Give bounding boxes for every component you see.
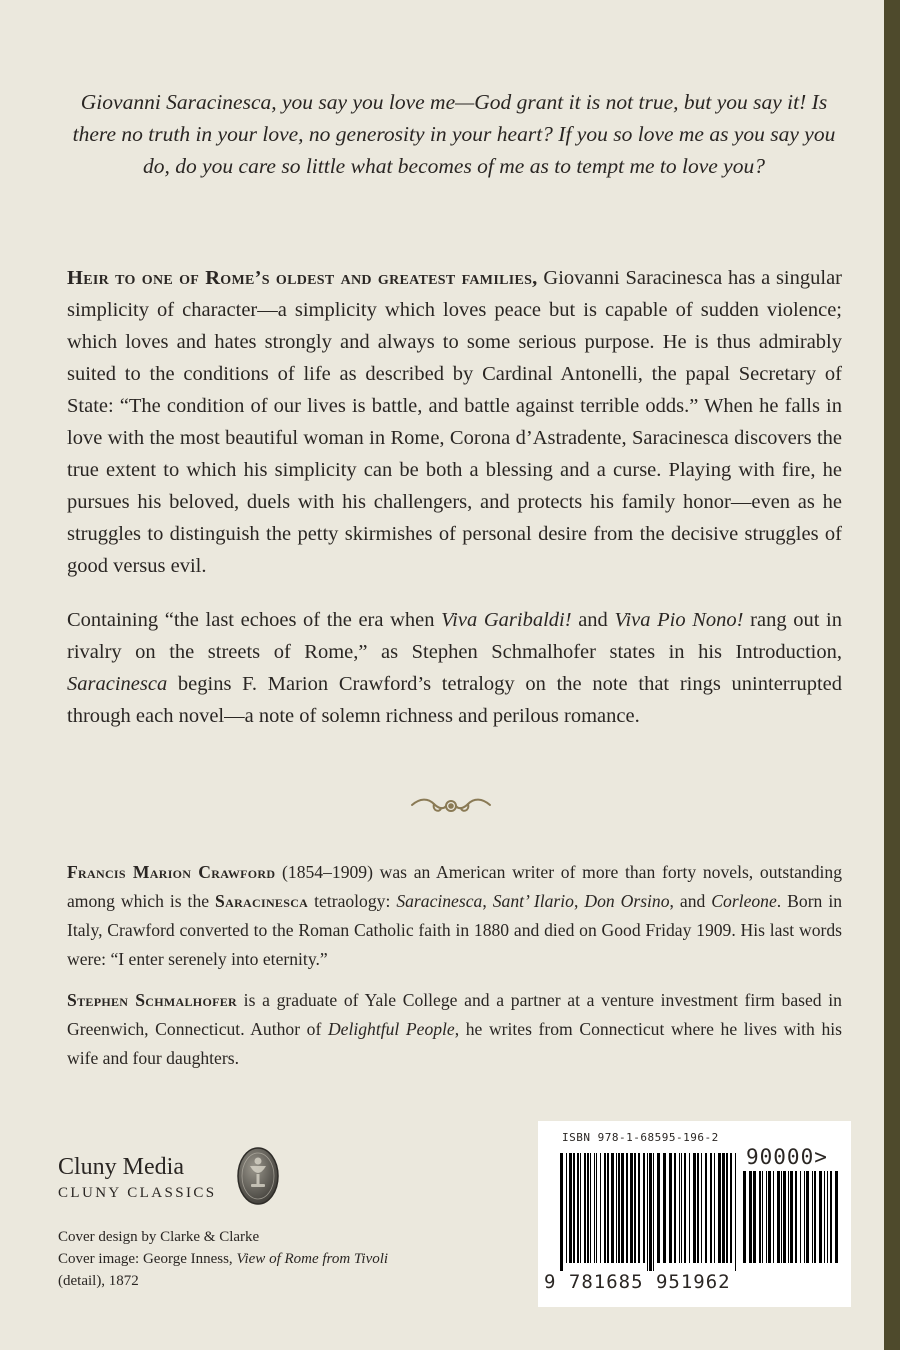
cover-credits (58, 1226, 438, 1292)
barcode-bar (759, 1171, 761, 1263)
ean-barcode-bars (560, 1153, 740, 1271)
barcode-bar (681, 1153, 682, 1263)
barcode-bar (674, 1153, 676, 1263)
italic-phrase: Viva Garibaldi! (441, 609, 572, 631)
barcode-bar (596, 1153, 597, 1263)
description-paragraph-1 (67, 262, 842, 582)
barcode-bar (616, 1153, 617, 1263)
barcode-bar (790, 1171, 793, 1263)
barcode-bar (693, 1153, 696, 1263)
author-name: Francis Marion Crawford (67, 862, 276, 882)
italic-phrase: Viva Pio Nono! (614, 609, 744, 631)
spine-edge-strip (884, 0, 900, 1350)
barcode-bar (795, 1171, 797, 1263)
barcode-bar (749, 1171, 752, 1263)
barcode-bar (697, 1153, 699, 1263)
description-paragraph-2 (67, 604, 842, 732)
bio-text: , and (669, 891, 712, 911)
barcode-bar (587, 1153, 589, 1263)
barcode-bar (766, 1171, 767, 1263)
barcode-bar (718, 1153, 721, 1263)
barcode-bar (819, 1171, 822, 1263)
book-title: Sant’ Ilario (492, 891, 574, 911)
cover-design-credit: Cover design by Clarke & Clarke (58, 1229, 260, 1245)
barcode-bar (560, 1153, 563, 1271)
barcode-bar (800, 1171, 801, 1263)
barcode-bar (657, 1153, 660, 1263)
pull-quote: Giovanni Saracinesca, you say you love me—God grant it is not true, but you say it! Is there no truth in your love, no generosity in your heart? If you so love me as you say you do, do you care so little what becomes of me as to tempt me to love you? (72, 90, 836, 178)
bio-text: , he writes from Connecticut where he lives with his wife and four daughters. (67, 1019, 842, 1068)
barcode-bar (783, 1171, 786, 1263)
flourish-ornament-icon (410, 794, 492, 818)
barcode-bar (669, 1153, 672, 1263)
credit-text: Cover image: George Inness, (58, 1251, 237, 1267)
barcode-bar (647, 1153, 648, 1271)
publisher-series: CLUNY CLASSICS (58, 1185, 217, 1201)
barcode-bar (730, 1153, 732, 1263)
barcode-bar (788, 1171, 789, 1263)
barcode-bar (735, 1153, 736, 1271)
publisher-block (58, 1152, 217, 1204)
barcode-bar (569, 1153, 572, 1263)
barcode-bar (580, 1153, 581, 1263)
barcode-bar (768, 1171, 771, 1263)
book-title: Delightful People (327, 1019, 455, 1039)
cover-image-credit-detail: (detail), 1872 (58, 1273, 139, 1289)
barcode-bar (762, 1171, 763, 1263)
barcode-bar (830, 1171, 832, 1263)
cover-image-credit (58, 1248, 438, 1270)
description-text: rang out in rivalry on the streets of Rome,” as Stephen Schmalhofer states in his Introduction, (67, 609, 842, 663)
barcode-bar (649, 1153, 652, 1271)
barcode-bar (573, 1153, 575, 1263)
barcode-bar (701, 1153, 702, 1263)
painting-title: View of Rome from Tivoli (236, 1251, 389, 1267)
barcode-bar (679, 1153, 680, 1263)
barcode-bar (726, 1153, 728, 1263)
barcode-bar (835, 1171, 838, 1263)
book-title: Saracinesca (396, 891, 483, 911)
barcode-bar (621, 1153, 624, 1263)
description-body-1: Giovanni Saracinesca has a singular simplicity of character—a simplicity which loves peace but is capable of sudden violence; which loves and hates strongly and always to some serious purpose. He is thus admirably suited to the conditions of life as described by Cardinal Antonelli, the papal Secretary of State: “The condition of our lives is battle, and battle against terrible odds.” When he falls in love with the most beautiful woman in Rome, Corona d’Astradente, Saracinesca discovers the true extent to which his simplicity can be both a blessing and a curse. Playing with fire, he pursues his beloved, duels with his challengers, and protects his family honor—even as he struggles to distinguish the petty skirmishes of personal desire from the decisive struggles of good versus evil. (67, 267, 842, 577)
barcode-bar (689, 1153, 690, 1263)
barcode-bar (812, 1171, 813, 1263)
bio-text: , (482, 891, 493, 911)
isbn-barcode (538, 1121, 851, 1307)
barcode-bar (634, 1153, 636, 1263)
barcode-bar (773, 1171, 774, 1263)
price-addon-number: 90000> (746, 1145, 828, 1169)
description-text: begins F. Marion Crawford’s tetralogy on the note that rings uninterrupted through each novel—a note of solemn richness and perilous romance. (67, 673, 842, 727)
barcode-bar (753, 1171, 756, 1263)
barcode-bar (600, 1153, 601, 1263)
book-title: Corleone (711, 891, 777, 911)
barcode-bar (814, 1171, 816, 1263)
bio-text: is a graduate of Yale College and a partner at a venture investment firm based in Greenwich, Connecticut. Author of (67, 990, 842, 1039)
barcode-bar (743, 1171, 746, 1263)
barcode-bar (630, 1153, 633, 1263)
bio-text: tetraology: (308, 891, 397, 911)
barcode-bar (594, 1153, 595, 1263)
chalice-seal-icon (236, 1146, 280, 1206)
book-description (67, 262, 842, 754)
description-text: and (571, 609, 615, 631)
barcode-bar (577, 1153, 579, 1263)
barcode-bar (781, 1171, 782, 1263)
series-name: Saracinesca (215, 891, 309, 911)
barcode-bar (824, 1171, 825, 1263)
author-bio (67, 858, 842, 974)
introducer-bio (67, 986, 842, 1073)
barcode-bar (722, 1153, 725, 1263)
barcode-bar (590, 1153, 591, 1263)
bio-text: (1854–1909) was an American writer of more than forty novels, outstanding among which is the (67, 862, 842, 911)
barcode-bar (638, 1153, 640, 1263)
barcode-bar (827, 1171, 828, 1263)
biographies (67, 858, 842, 1085)
description-text: Containing “the last echoes of the era when (67, 609, 442, 631)
publisher-name: Cluny Media (58, 1154, 184, 1180)
description-lead-in: Heir to one of Rome’s oldest and greatest families, (67, 267, 538, 289)
barcode-bar (714, 1153, 715, 1263)
barcode-bar (643, 1153, 645, 1263)
barcode-bar (607, 1153, 609, 1263)
barcode-bar (611, 1153, 614, 1263)
barcode-bar (604, 1153, 606, 1263)
italic-title: Saracinesca (67, 673, 168, 695)
barcode-bar (777, 1171, 780, 1263)
ean-digits: 9 781685 951962 (544, 1271, 731, 1293)
barcode-bar (806, 1171, 809, 1263)
barcode-bar (663, 1153, 666, 1263)
barcode-bar (710, 1153, 712, 1263)
barcode-bar (684, 1153, 686, 1263)
introducer-name: Stephen Schmalhofer (67, 990, 237, 1010)
barcode-bar (705, 1153, 707, 1263)
barcode-bar (626, 1153, 628, 1263)
barcode-bar (584, 1153, 586, 1263)
addon-barcode-bars (743, 1171, 839, 1271)
barcode-bar (653, 1153, 654, 1271)
barcode-bar (804, 1171, 805, 1263)
bio-text: . Born in Italy, Crawford converted to the Roman Catholic faith in 1880 and died on Good Friday 1909. His last words were: “I enter serenely into eternity.” (67, 891, 843, 969)
bio-text: , (573, 891, 585, 911)
book-title: Don Orsino (584, 891, 670, 911)
isbn-label: ISBN 978-1-68595-196-2 (562, 1131, 719, 1144)
barcode-bar (566, 1153, 567, 1263)
barcode-bar (618, 1153, 620, 1263)
